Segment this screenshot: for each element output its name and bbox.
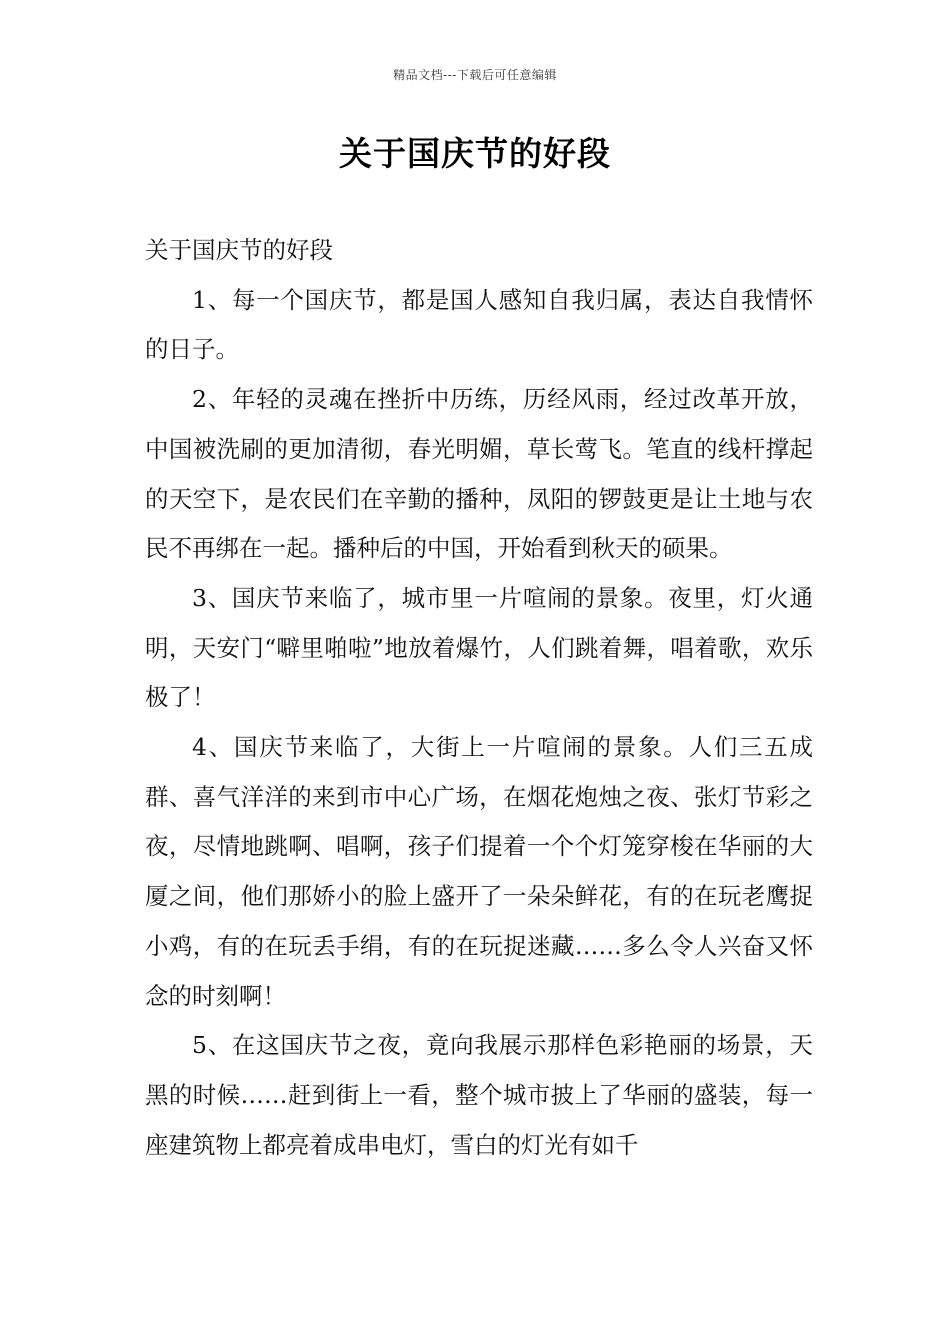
paragraph-4: 4、国庆节来临了，大街上一片喧闹的景象。人们三五成群、喜气洋洋的来到市中心广场，在烟花炮烛之夜、张灯节彩之夜，尽情地跳啊、唱啊，孩子们提着一个个灯笼穿梭在华丽的大厦之间，他们那娇小的脸上盛开了一朵朵鲜花，有的在玩老鹰捉小鸡，有的在玩丢手绢，有的在玩捉迷藏……多么令人兴奋又怀念的时刻啊！ (145, 733, 813, 1010)
document-title: 关于国庆节的好段 (339, 134, 611, 173)
paragraph-3: 3、国庆节来临了，城市里一片喧闹的景象。夜里，灯火通明，天安门“噼里啪啦”地放着爆竹，人们跳着舞，唱着歌，欢乐极了！ (145, 583, 813, 712)
paragraph-1: 1、每一个国庆节，都是国人感知自我归属，表达自我情怀的日子。 (145, 285, 813, 364)
paragraph-2: 2、年轻的灵魂在挫折中历练，历经风雨，经过改革开放，中国被洗刷的更加清彻，春光明媚，草长莺飞。笔直的线杆撑起的天空下，是农民们在辛勤的播种，凤阳的锣鼓更是让土地与农民不再绑在一起。播种后的中国，开始看到秋天的硕果。 (145, 385, 813, 563)
paragraph-5: 5、在这国庆节之夜，竟向我展示那样色彩艳丽的场景，天黑的时候……赶到街上一看，整个城市披上了华丽的盛装，每一座建筑物上都亮着成串电灯，雪白的灯光有如千 (145, 1031, 813, 1159)
document-body (145, 226, 813, 1170)
header-note: 精品文档---下载后可任意编辑 (393, 68, 557, 82)
section-heading: 关于国庆节的好段 (145, 236, 333, 264)
